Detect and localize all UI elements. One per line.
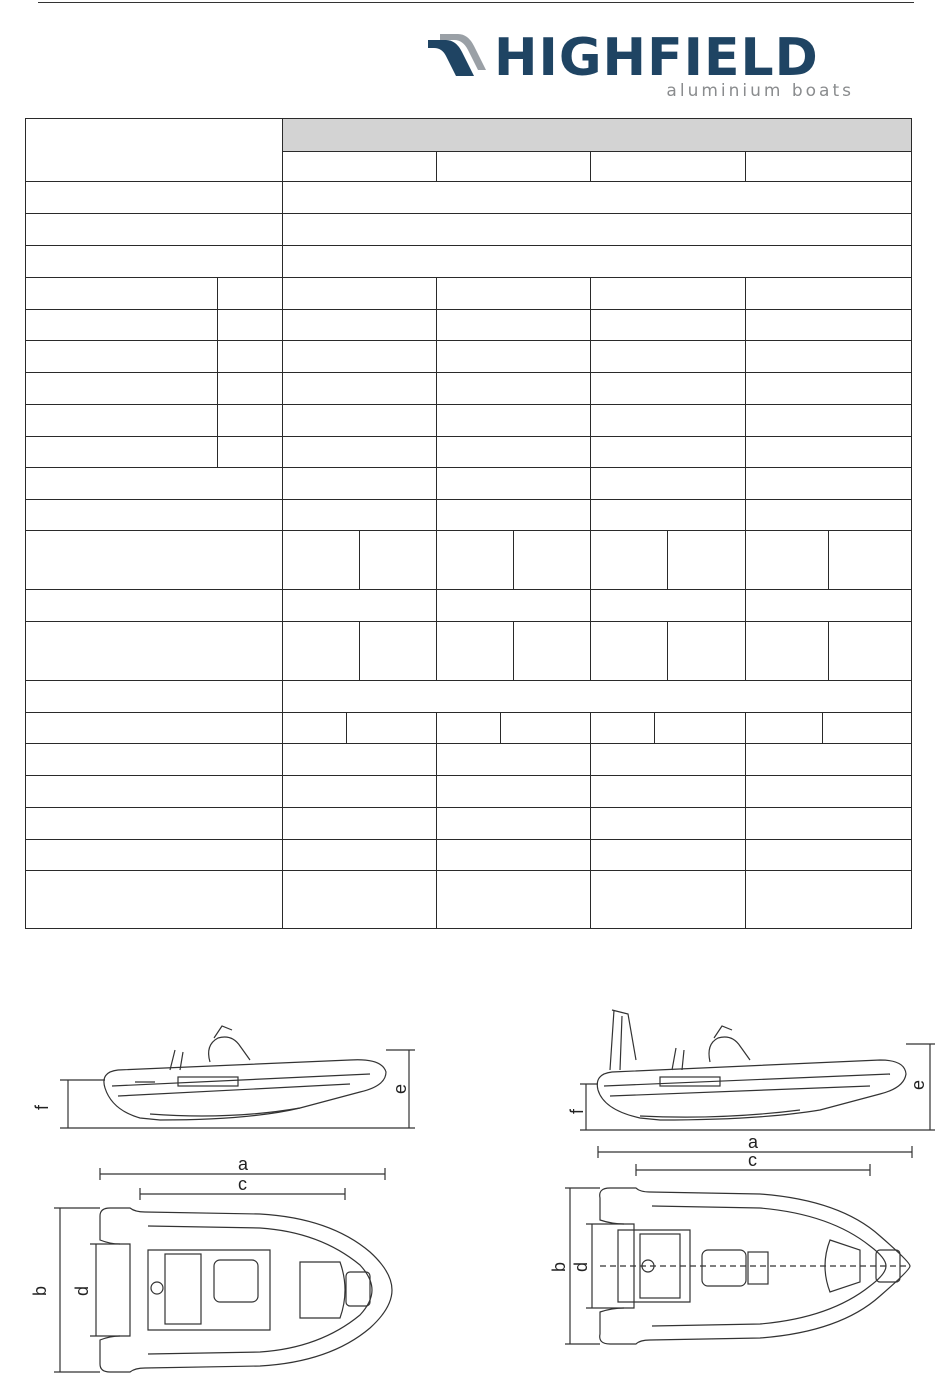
right-dim-f: f [567,1108,587,1114]
right-dim-c: c [748,1150,757,1170]
left-dim-a: a [238,1154,249,1174]
logo-swoosh-icon [426,34,492,82]
right-top-view-drawing [565,1146,912,1344]
left-dim-e: e [390,1083,410,1094]
left-dim-c: c [238,1174,247,1194]
left-dim-d: d [72,1285,92,1296]
logo-wordmark: HIGHFIELD [494,28,819,88]
right-dim-b: b [549,1261,569,1272]
right-dim-d: d [571,1261,591,1272]
highfield-logo [426,30,856,104]
table-header-band [282,118,912,151]
right-dim-e: e [908,1079,928,1090]
left-top-view-drawing [54,1168,392,1372]
spec-table [25,118,912,929]
left-side-view-drawing [60,1026,415,1128]
right-side-view-drawing [580,1010,935,1130]
left-dim-b: b [30,1285,50,1296]
left-dim-f: f [32,1104,52,1110]
right-dim-a: a [748,1132,759,1152]
boat-drawings [0,990,950,1397]
logo-tagline: aluminium boats [666,81,854,101]
top-rule [38,2,914,3]
